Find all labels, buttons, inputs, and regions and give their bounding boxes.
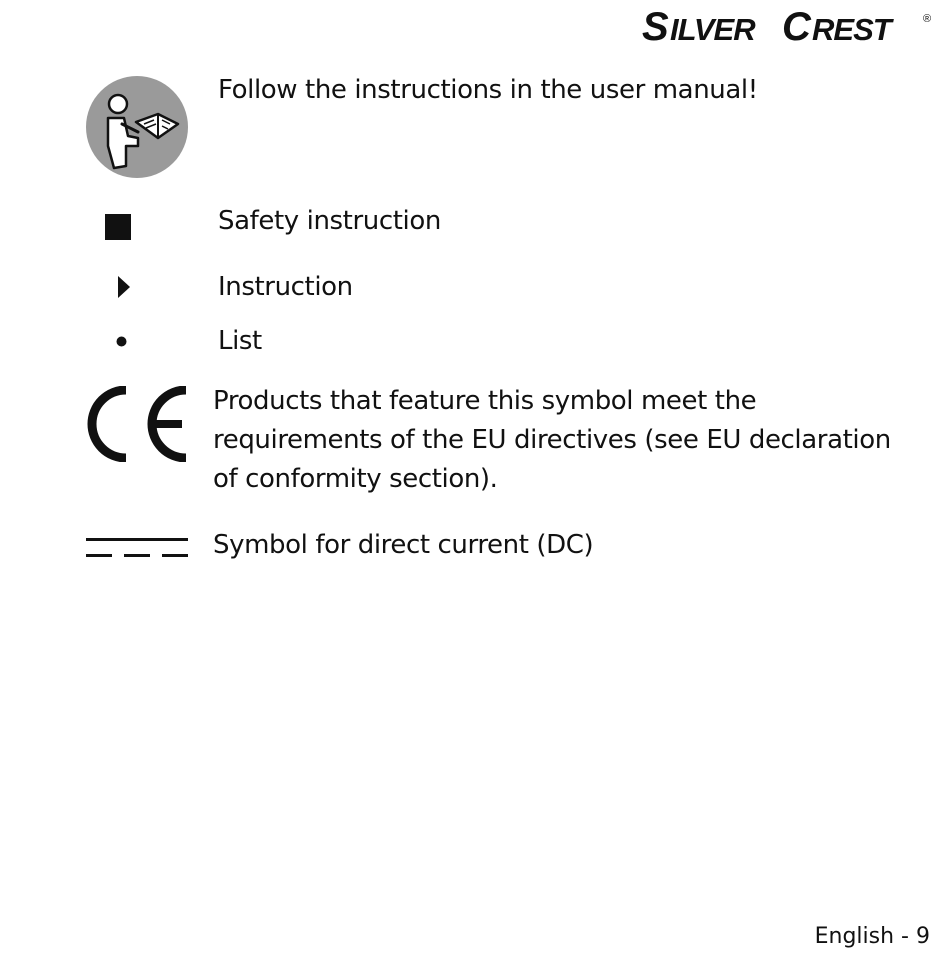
silvercrest-logo — [640, 2, 940, 48]
read-manual-text: Follow the instructions in the user manual! — [218, 75, 758, 105]
read-manual-icon — [86, 76, 188, 178]
list-text: List — [218, 326, 262, 356]
direct-current-text: Symbol for direct current (DC) — [213, 530, 594, 560]
triangle-right-icon — [118, 276, 130, 298]
svg-text:REST: REST — [812, 12, 891, 47]
svg-text:C: C — [782, 5, 810, 48]
page-footer-label: English - 9 — [814, 924, 930, 949]
black-square-icon — [105, 214, 131, 240]
ce-mark-text: Products that feature this symbol meet the requirements of the EU directives (see EU declaration of conformity section). — [213, 386, 891, 494]
instruction-text: Instruction — [218, 272, 353, 302]
bullet-icon — [116, 336, 127, 347]
direct-current-icon — [86, 536, 188, 560]
ce-mark-icon — [86, 386, 188, 462]
safety-instruction-text: Safety instruction — [218, 206, 441, 236]
svg-text:ILVER: ILVER — [670, 12, 755, 47]
svg-text:®: ® — [923, 13, 932, 25]
svg-text:S: S — [642, 5, 668, 48]
